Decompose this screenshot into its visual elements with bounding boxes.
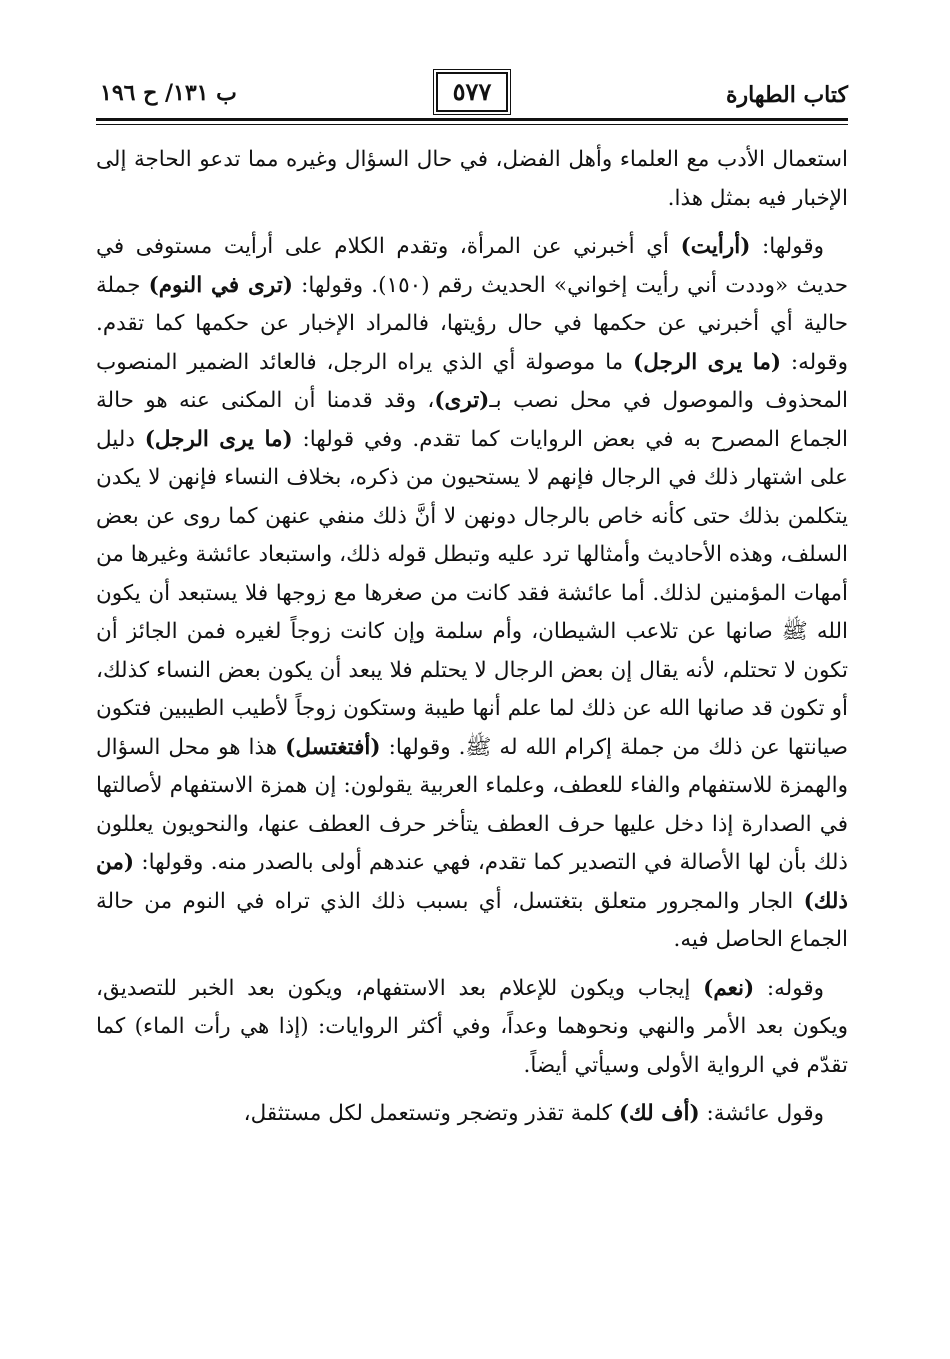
bold-quote: (ما يرى الرجل) [144, 426, 293, 452]
text-run: ، وقد قدمنا أن المكنى عنه هو حالة الجماع المصرح به في بعض الروايات كما تقدم. وفي قولها: [96, 388, 849, 452]
text-run: دليل على اشتهار ذلك في الرجال فإنهم لا يستحيون من ذكره، بخلاف النساء فإنهن لا يكدن يتكلمن بذلك حتى كأنه خاص بالرجال دونهن لا أنَّ ذلك منفي عنهن كما روى عن بعض السلف، وهذه الأحاديث وأمثالها ترد عليه وتبطل قوله ذلك، واستبعاد عائشة وغيرها من أمهات المؤمنين لذلك. أما عائشة فقد كانت من صغرها مع زوجها فلا يستبعد أن يكون الله ﷺ صانها عن تلاعب الشيطان، وأم سلمة وإن كانت زوجاً لغيره فمن الجائز أن تكون لا تحتلم، لأنه يقال إن بعض الرجال لا يحتلم فلا يبعد أن يكون بعض النساء كذلك، أو تكون قد صانها الله عن ذلك لما علم أنها طيبة وستكون زوجاً لأطيب الطيبين فتكون صيانتها عن ذلك من جملة إكرام الله له ﷺ. وقولها: [96, 426, 848, 760]
book-title: كتاب الطهارة [725, 82, 848, 108]
chapter-reference: ب ١٣١/ ح ١٩٦ [100, 80, 237, 106]
bold-quote: (أف لك) [618, 1101, 700, 1126]
text-run: وقولها: [750, 234, 824, 259]
text-run: كلمة تقذر وتضجر وتستعمل لكل مستثقل، [243, 1101, 619, 1126]
text-run: وقول عائشة: [699, 1101, 824, 1126]
page-header [96, 60, 848, 116]
paragraph [96, 141, 848, 218]
bold-quote: (ما يرى الرجل) [633, 349, 782, 375]
text-run: الجار والمجرور متعلق بتغتسل، أي بسبب ذلك الذي تراه في النوم من حالة الجماع الحاصل فيه. [96, 888, 848, 952]
text-run: هذا هو محل السؤال والهمزة للاستفهام والفاء للعطف، وعلماء العربية يقولون: إن همزة الاستفهام لأصالتها في الصدارة إذا دخل عليها حرف العطف يتأخر حرف العطف عنها، والنحويون يعللون ذلك بأن لها الأصالة في التصدير كما تقدم، فهي عندهم أولى بالصدر منه. وقولها: [96, 734, 848, 875]
text-run: أي أخبرني عن المرأة، وتقدم الكلام على أرأيت مستوفى في حديث «وددت أني رأيت إخواني» الحديث رقم (١٥٠). وقولها: [96, 234, 849, 298]
body-text [96, 141, 848, 1134]
text-run: وقوله: [754, 975, 824, 1001]
bold-quote: (ترى) [434, 388, 490, 413]
text-run: استعمال الأدب مع العلماء وأهل الفضل، في حال السؤال وغيره مما تدعو الحاجة إلى الإخبار فيه بمثل هذا. [96, 147, 848, 211]
header-rule-thin [96, 124, 848, 125]
paragraph [96, 228, 848, 960]
document-page [96, 60, 848, 1330]
bold-quote: (من ذلك) [96, 850, 848, 914]
paragraph [96, 1095, 848, 1134]
paragraph [96, 970, 848, 1086]
header-rule-thick [96, 118, 848, 121]
bold-quote: (نعم) [703, 975, 755, 1001]
text-run: ما موصولة أي الذي يراه الرجل، فالعائد الضمير المنصوب المحذوف والموصول في محل نصب بـ [96, 349, 848, 413]
page-number: ٥٧٧ [436, 72, 508, 112]
text-run: جملة حالية أي أخبرني عن حكمها في حال رؤيتها، فالمراد الإخبار عن حكمها كما تقدم. وقوله: [96, 272, 848, 375]
bold-quote: (ترى في النوم) [148, 272, 293, 298]
text-run: إيجاب ويكون للإعلام بعد الاستفهام، ويكون بعد الخبر للتصديق، ويكون بعد الأمر والنهي ونحوهما وعداً، وفي أكثر الروايات: (إذا هي رأت الماء) كما تقدّم في الرواية الأولى وسيأتي أيضاً. [96, 975, 848, 1078]
bold-quote: (أفتغتسل) [285, 734, 381, 760]
bold-quote: (أرأيت) [680, 234, 751, 259]
